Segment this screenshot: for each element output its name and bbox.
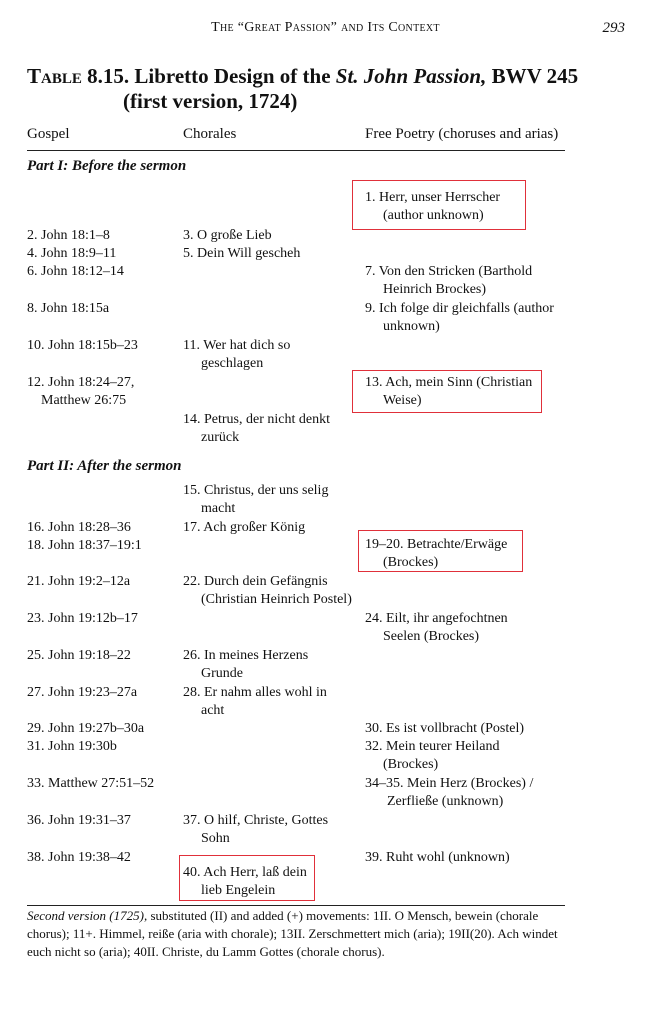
gospel-entry: 12. John 18:24–27, Matthew 26:75 [27,375,135,408]
gospel-entry: 2. John 18:1–8 [27,228,110,243]
footnote-label: Second version (1725), [27,908,148,923]
running-head-title: The “Great Passion” and Its Context [211,20,440,35]
free-poetry-entry: 30. Es ist vollbracht (Postel) [365,721,525,736]
gospel-entry: 10. John 18:15b–23 [27,338,138,353]
free-poetry-entry: 24. Eilt, ihr angefochtnen Seelen (Brockes) [365,611,508,644]
gospel-entry: 23. John 19:12b–17 [27,611,138,626]
gospel-entry: 31. John 19:30b [27,739,117,754]
chorale-entry: 28. Er nahm alles wohl in acht [183,685,327,718]
chorale-entry: 5. Dein Will gescheh [183,246,301,261]
caption-subtitle: (first version, 1724) [123,89,298,113]
footnote-text: substituted (II) and added (+) movements: 1II. O Mensch, bewein (chorale chorus); 11+. Himmel, reiße (aria with chorale); 13II. Zerschmettert mich (aria); 19II(20). Ach windet euch nicht so (aria); 40II. Christe, du Lamm Gottes (chorale chorus). [27,908,558,959]
table-caption [27,64,627,114]
header-rule [27,150,565,151]
caption-work: St. John Passion, [335,64,487,88]
caption-bwv: BWV 245 [491,64,579,88]
caption-label: Table [27,64,82,88]
free-poetry-entry: 1. Herr, unser Herrscher (author unknown) [365,190,501,223]
free-poetry-entry: 39. Ruht wohl (unknown) [365,850,510,865]
gospel-entry: 21. John 19:2–12a [27,574,131,589]
table-footnote [27,907,567,961]
part-heading-1: Part I: Before the sermon [27,158,187,174]
gospel-entry: 6. John 18:12–14 [27,264,124,279]
chorale-entry: 37. O hilf, Christe, Gottes Sohn [183,813,329,846]
page-number: 293 [602,20,625,36]
chorale-entry: 3. O große Lieb [183,228,272,243]
free-poetry-entry: 9. Ich folge dir gleichfalls (author unknown) [365,301,554,334]
free-poetry-entry: 19–20. Betrachte/Erwäge (Brockes) [365,537,508,570]
gospel-entry: 27. John 19:23–27a [27,685,138,700]
column-header-gospel: Gospel [27,126,70,142]
chorale-entry: 15. Christus, der uns selig macht [183,483,329,516]
part-heading-2: Part II: After the sermon [27,458,182,474]
chorale-entry: 40. Ach Herr, laß dein lieb Engelein [183,865,307,898]
gospel-entry: 16. John 18:28–36 [27,520,131,535]
gospel-entry: 18. John 18:37–19:1 [27,538,142,553]
gospel-entry: 29. John 19:27b–30a [27,721,145,736]
gospel-entry: 25. John 19:18–22 [27,648,131,663]
gospel-entry: 33. Matthew 27:51–52 [27,776,155,791]
column-header-free-poetry: Free Poetry (choruses and arias) [365,126,559,142]
footer-rule [27,905,565,906]
gospel-entry: 38. John 19:38–42 [27,850,131,865]
gospel-entry: 8. John 18:15a [27,301,110,316]
chorale-entry: 11. Wer hat dich so geschlagen [183,338,291,371]
gospel-entry: 4. John 18:9–11 [27,246,117,261]
free-poetry-entry: 32. Mein teurer Heiland (Brockes) [365,739,500,772]
caption-title: Libretto Design of the [134,64,331,88]
chorale-entry: 14. Petrus, der nicht denkt zurück [183,412,330,445]
chorale-entry: 17. Ach großer König [183,520,306,535]
running-head [0,20,651,40]
column-header-chorales: Chorales [183,126,237,142]
free-poetry-entry: 7. Von den Stricken (Barthold Heinrich Brockes) [365,264,533,297]
gospel-entry: 36. John 19:31–37 [27,813,131,828]
free-poetry-entry: 34–35. Mein Herz (Brockes) / Zerfließe (unknown) [365,776,534,809]
free-poetry-entry: 13. Ach, mein Sinn (Christian Weise) [365,375,533,408]
chorale-entry: 22. Durch dein Gefängnis (Christian Heinrich Postel) [183,574,352,607]
chorale-entry: 26. In meines Herzens Grunde [183,648,309,681]
caption-number: 8.15. [87,64,130,88]
